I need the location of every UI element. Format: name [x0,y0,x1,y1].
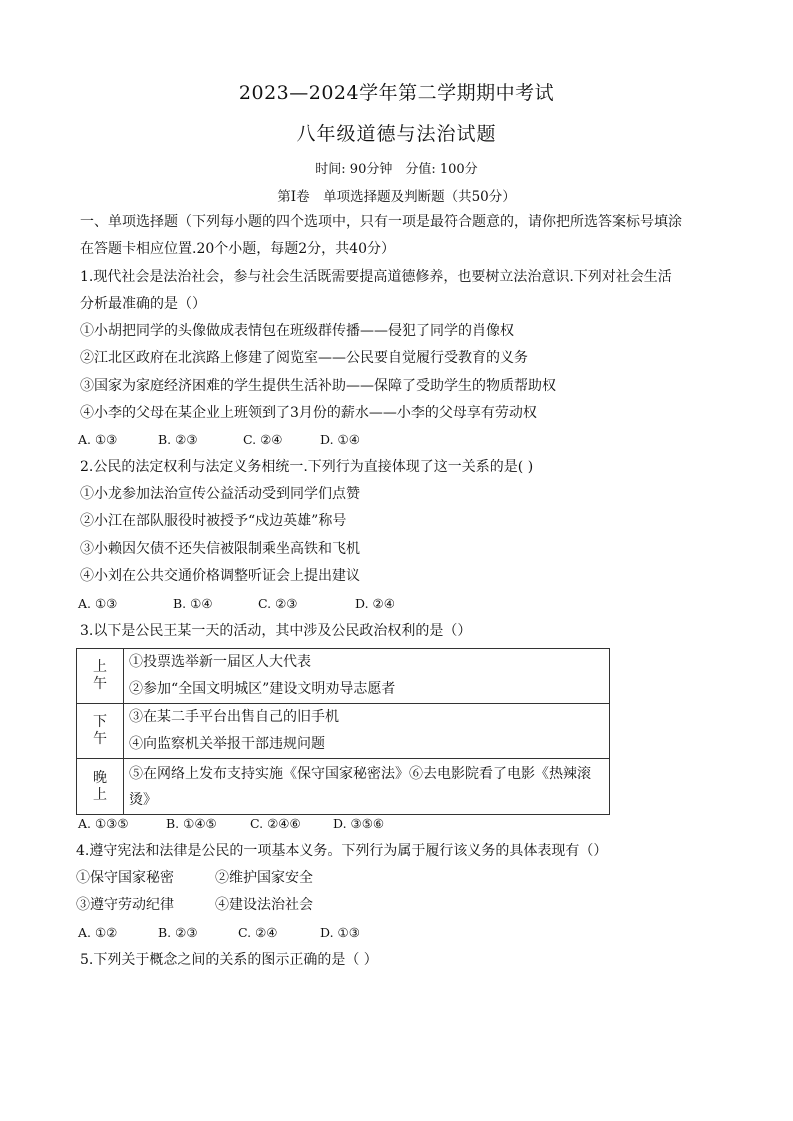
q1-item: ①小胡把同学的头像做成表情包在班级群传播——侵犯了同学的肖像权 [80,323,514,339]
q4-option-c[interactable]: C. ②④ [238,925,278,940]
q5-stem: 5.下列关于概念之间的关系的图示正确的是（ ） [80,952,378,968]
q3-activity-table [76,648,610,815]
table-row [77,649,610,704]
q2-item: ①小龙参加法治宣传公益活动受到同学们点赞 [80,486,360,502]
exam-meta: 时间: 90分钟 分值: 100分 [315,162,478,177]
q2-option-d[interactable]: D. ②④ [355,596,395,611]
q4-items-row-2 [76,895,396,915]
q1-item: ④小李的父母在某企业上班领到了3月份的薪水——小李的父母享有劳动权 [80,405,537,421]
period-cell: 下午 [77,704,124,759]
q4-item: ①保守国家秘密 [76,870,174,886]
q1-stem-line-1: 1.现代社会是法治社会，参与社会生活既需要提高道德修养，也要树立法治意识.下列对社会生活 [80,269,672,285]
q4-item: ②维护国家安全 [215,870,313,886]
exam-subtitle: 八年级道德与法治试题 [296,123,497,145]
q3-option-d[interactable]: D. ③⑤⑥ [333,816,385,831]
q4-items-row-1 [76,868,396,888]
q4-option-d[interactable]: D. ①③ [320,925,360,940]
q2-option-a[interactable]: A. ①③ [78,596,118,611]
activities-cell [124,704,610,759]
instructions-line-2: 在答题卡相应位置.20个小题，每题2分，共40分） [80,241,395,257]
q4-option-a[interactable]: A. ①② [78,925,118,940]
q4-item: ④建设法治社会 [215,897,313,913]
table-row [77,704,610,759]
q3-option-b[interactable]: B. ①④⑤ [166,816,217,831]
q2-option-b[interactable]: B. ①④ [173,596,213,611]
q2-stem: 2.公民的法定权利与法定义务相统一.下列行为直接体现了这一关系的是( ) [80,459,534,475]
exam-title: 2023—2024学年第二学期期中考试 [238,82,555,104]
activities-cell [124,649,610,704]
activity-item: ③在某二手平台出售自己的旧手机 [129,709,339,725]
activity-item: ②参加“全国文明城区”建设文明劝导志愿者 [129,681,396,697]
q3-stem: 3.以下是公民王某一天的活动，其中涉及公民政治权利的是（） [80,623,472,639]
table-row [77,759,610,815]
q1-option-a[interactable]: A. ①③ [78,432,118,447]
q2-item: ③小赖因欠债不还失信被限制乘坐高铁和飞机 [80,541,360,557]
q4-stem: 4.遵守宪法和法律是公民的一项基本义务。下列行为属于履行该义务的具体表现有（） [76,843,608,859]
q1-stem-line-2: 分析最准确的是（） [80,296,206,312]
q1-item: ②江北区政府在北滨路上修建了阅览室——公民要自觉履行受教育的义务 [80,350,528,366]
q1-option-c[interactable]: C. ②④ [243,432,283,447]
q4-item: ③遵守劳动纪律 [76,897,174,913]
q4-option-b[interactable]: B. ②③ [158,925,198,940]
period-cell: 晚上 [77,759,124,815]
q1-option-d[interactable]: D. ①④ [320,432,360,447]
q2-item: ④小刘在公共交通价格调整听证会上提出建议 [80,568,360,584]
activity-item: ⑤在网络上发布支持实施《保守国家秘密法》⑥去电影院看了电影《热辣滚烫》 [129,765,591,808]
section-heading: 第Ⅰ卷 单项选择题及判断题（共50分） [277,189,516,205]
activity-item: ①投票选举新一届区人大代表 [129,654,311,670]
activities-cell [124,759,610,815]
q1-option-b[interactable]: B. ②③ [158,432,198,447]
q2-item: ②小江在部队服役时被授予“戍边英雄”称号 [80,513,347,529]
q1-item: ③国家为家庭经济困难的学生提供生活补助——保障了受助学生的物质帮助权 [80,378,556,394]
instructions-line-1: 一、单项选择题（下列每小题的四个选项中，只有一项是最符合题意的，请你把所选答案标号填涂 [80,214,682,230]
period-cell: 上午 [77,649,124,704]
q3-option-a[interactable]: A. ①③⑤ [78,816,129,831]
activity-item: ④向监察机关举报干部违规问题 [129,736,325,752]
q2-option-c[interactable]: C. ②③ [258,596,298,611]
q3-option-c[interactable]: C. ②④⑥ [250,816,301,831]
